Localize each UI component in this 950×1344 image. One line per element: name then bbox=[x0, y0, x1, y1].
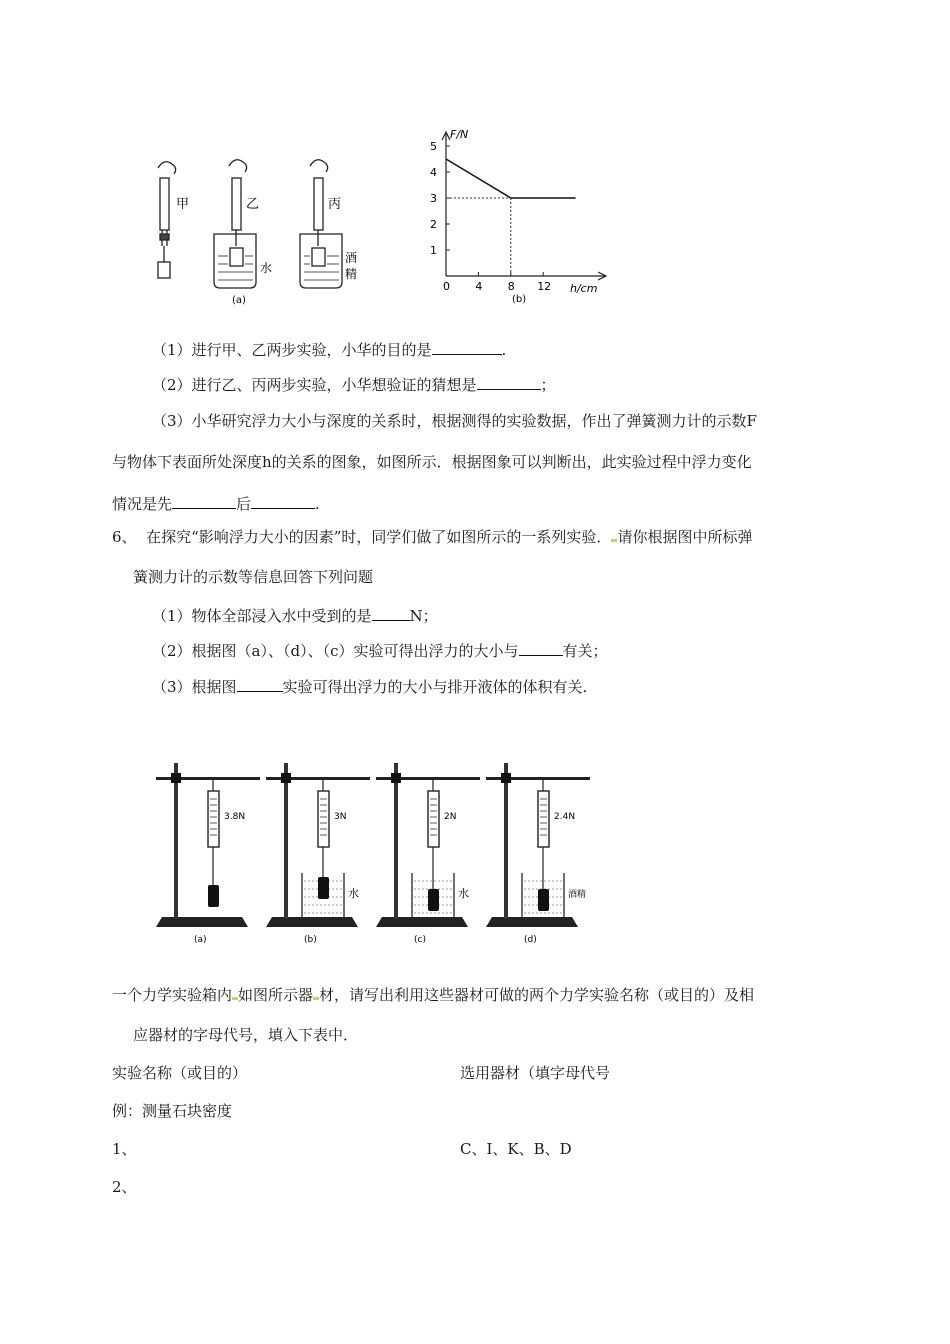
y-axis-label: F/N bbox=[450, 128, 469, 141]
label-bing: 丙 bbox=[328, 197, 342, 212]
stand-clamp bbox=[281, 773, 291, 783]
figure-iron-stands bbox=[150, 745, 600, 945]
iron-stand bbox=[156, 763, 260, 945]
answer-blank[interactable] bbox=[372, 604, 410, 621]
metal-block bbox=[208, 885, 219, 907]
spring-scale bbox=[428, 791, 439, 847]
figure-b-chart bbox=[420, 126, 620, 306]
metal-block bbox=[428, 889, 439, 911]
figure-b-caption: (b) bbox=[512, 294, 527, 305]
answer-blank[interactable] bbox=[172, 492, 236, 509]
answer-blank[interactable] bbox=[237, 675, 283, 692]
x-axis-label: h/cm bbox=[570, 282, 598, 295]
q5-item-3: （3）小华研究浮力大小与深度的关系时，根据测得的实验数据，作出了弹簧测力计的示数F bbox=[152, 412, 757, 430]
y-tick-label: 3 bbox=[430, 192, 437, 205]
answer-blank[interactable] bbox=[251, 492, 315, 509]
table-row-1-value: C、I、K、B、D bbox=[460, 1140, 572, 1158]
liquid-label: 水 bbox=[348, 887, 359, 900]
stand-clamp bbox=[501, 773, 511, 783]
stand-rod bbox=[504, 763, 508, 919]
metal-block bbox=[538, 889, 549, 911]
series-line bbox=[446, 159, 576, 198]
q5-item-2: （2）进行乙、丙两步实验，小华想验证的猜想是 ； bbox=[152, 373, 556, 396]
answer-blank[interactable] bbox=[432, 338, 502, 355]
stand-caption: (a) bbox=[194, 935, 207, 945]
y-tick-label: 1 bbox=[430, 244, 437, 257]
q5-item-1: （1）进行甲、乙两步实验，小华的目的是 . bbox=[152, 338, 506, 361]
q5-item-3-answer: 情况是先 后 . bbox=[112, 492, 320, 515]
x-tick-label: 0 bbox=[443, 280, 450, 293]
y-tick-label: 5 bbox=[430, 140, 437, 153]
iron-stand bbox=[486, 763, 590, 945]
spring-scale bbox=[318, 791, 329, 847]
q6-stem: 6、 在探究“影响浮力大小的因素”时，同学们做了如图所示的一系列实验． 请你根据图中所标弹 bbox=[112, 528, 753, 546]
table-example-row: 例：测量石块密度 bbox=[112, 1102, 233, 1120]
liquid-label: 酒精 bbox=[568, 890, 587, 900]
y-tick-label: 2 bbox=[430, 218, 437, 231]
figure-a-caption: (a) bbox=[232, 295, 246, 306]
x-tick-label: 12 bbox=[537, 280, 552, 293]
stand-caption: (c) bbox=[414, 935, 426, 945]
label-water: 水 bbox=[260, 261, 273, 275]
stand-rod bbox=[284, 763, 288, 919]
q6-item-3: （3）根据图 实验可得出浮力的大小与排开液体的体积有关. bbox=[152, 675, 587, 698]
stand-base bbox=[156, 917, 248, 927]
liquid-label: 水 bbox=[458, 887, 469, 900]
spring-scale bbox=[208, 791, 219, 847]
q7-stem: 一个力学实验箱内 如图所示器 材，请写出利用这些器材可做的两个力学实验名称（或目的）及相 bbox=[112, 986, 755, 1004]
metal-block bbox=[318, 877, 329, 899]
scale-reading: 2.4N bbox=[554, 812, 576, 822]
stand-clamp bbox=[391, 773, 401, 783]
stand-rod bbox=[174, 763, 178, 919]
label-yi: 乙 bbox=[246, 197, 260, 212]
x-tick-label: 4 bbox=[475, 280, 483, 293]
label-alcohol-1: 酒 bbox=[345, 251, 358, 265]
table-header-col1: 实验名称（或目的） bbox=[112, 1064, 248, 1082]
y-tick-label: 4 bbox=[430, 166, 437, 179]
iron-stand bbox=[376, 763, 480, 945]
iron-stand bbox=[266, 763, 370, 945]
q6-item-2: （2）根据图（a）、（d）、（c）实验可得出浮力的大小与 有关； bbox=[152, 639, 608, 662]
spring-scale bbox=[538, 791, 549, 847]
stand-caption: (b) bbox=[304, 935, 317, 945]
q6-item-1: （1）物体全部浸入水中受到的是 N； bbox=[152, 604, 438, 627]
figure-a-spring-scales bbox=[140, 150, 380, 310]
stand-rod bbox=[394, 763, 398, 919]
q6-stem-cont: 簧测力计的示数等信息回答下列问题 bbox=[133, 568, 374, 586]
table-row-1-num: 1、 bbox=[112, 1140, 137, 1158]
answer-blank[interactable] bbox=[477, 373, 541, 390]
q5-item-3-cont: 与物体下表面所处深度h的关系的图象，如图所示．根据图象可以判断出，此实验过程中浮力变化 bbox=[112, 453, 752, 471]
stand-clamp bbox=[171, 773, 181, 783]
scale-reading: 2N bbox=[444, 812, 457, 822]
scale-reading: 3N bbox=[334, 812, 347, 822]
label-jia: 甲 bbox=[176, 197, 190, 212]
label-alcohol-2: 精 bbox=[345, 267, 358, 281]
x-tick-label: 8 bbox=[507, 280, 515, 293]
q7-stem-cont: 应器材的字母代号，填入下表中． bbox=[133, 1026, 359, 1044]
hand-icon bbox=[158, 162, 176, 174]
stand-caption: (d) bbox=[524, 935, 537, 945]
answer-blank[interactable] bbox=[519, 639, 563, 656]
table-row-2-num: 2、 bbox=[112, 1178, 137, 1196]
table-header-col2: 选用器材（填字母代号 bbox=[460, 1064, 611, 1082]
scale-reading: 3.8N bbox=[224, 812, 246, 822]
